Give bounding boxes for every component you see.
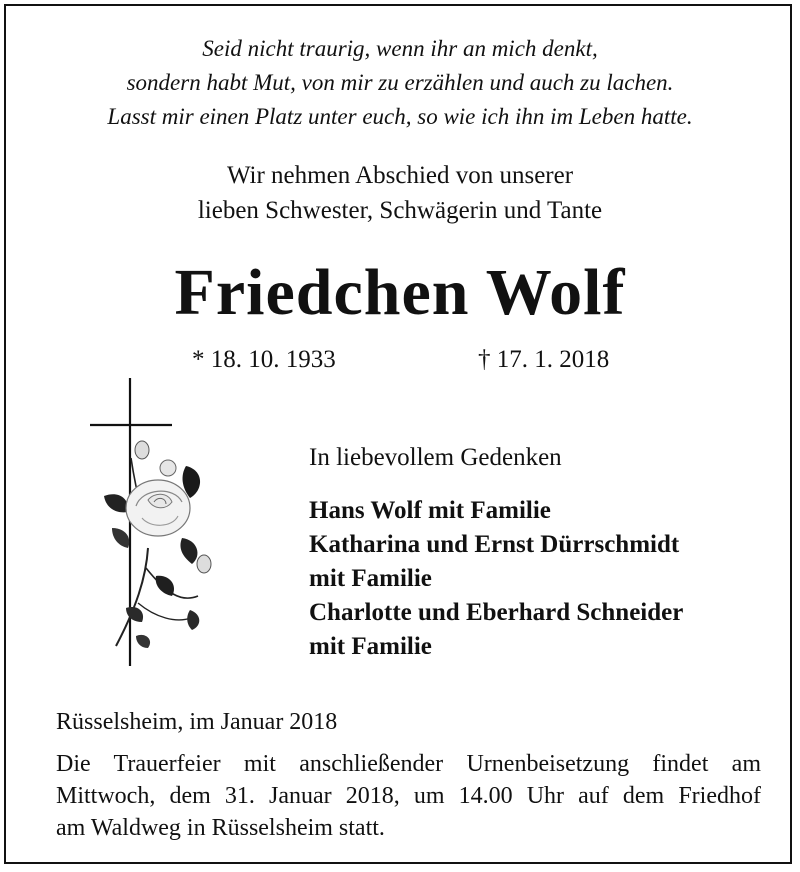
ceremony-line: Mittwoch, dem 31. Januar 2018, um 14.00 Uhr auf dem Friedhof [56, 783, 761, 809]
obituary-notice [4, 4, 792, 864]
remembrance-phrase: In liebevollem Gedenken [309, 444, 562, 471]
cross-and-rose-illustration [86, 378, 226, 678]
mourner-line: mit Familie [309, 565, 432, 592]
memorial-poem [6, 32, 794, 134]
birth-date: * 18. 10. 1933 [192, 346, 336, 373]
place-and-date: Rüsselsheim, im Januar 2018 [56, 709, 338, 735]
deceased-name: Friedchen Wolf [174, 256, 626, 329]
poem-line: Seid nicht traurig, wenn ihr an mich denkt, [202, 36, 598, 61]
mourner-line: mit Familie [309, 633, 432, 660]
poem-line: sondern habt Mut, von mir zu erzählen und auch zu lachen. [126, 70, 674, 95]
ceremony-info [56, 748, 761, 844]
ceremony-line: Die Trauerfeier mit anschließender Urnenbeisetzung findet am [56, 751, 761, 777]
poem-line: Lasst mir einen Platz unter euch, so wie ich ihn im Leben hatte. [107, 104, 693, 129]
mourner-line: Charlotte und Eberhard Schneider [309, 599, 684, 626]
ceremony-line: am Waldweg in Rüsselsheim statt. [56, 815, 385, 841]
mourners-list [309, 494, 683, 664]
intro-line: Wir nehmen Abschied von unserer [226, 162, 574, 189]
death-date: † 17. 1. 2018 [478, 346, 610, 373]
mourner-line: Katharina und Ernst Dürrschmidt [309, 531, 680, 558]
farewell-intro [6, 158, 794, 228]
rose-icon [104, 441, 211, 648]
mourner-line: Hans Wolf mit Familie [309, 497, 551, 524]
intro-line: lieben Schwester, Schwägerin und Tante [197, 197, 603, 224]
